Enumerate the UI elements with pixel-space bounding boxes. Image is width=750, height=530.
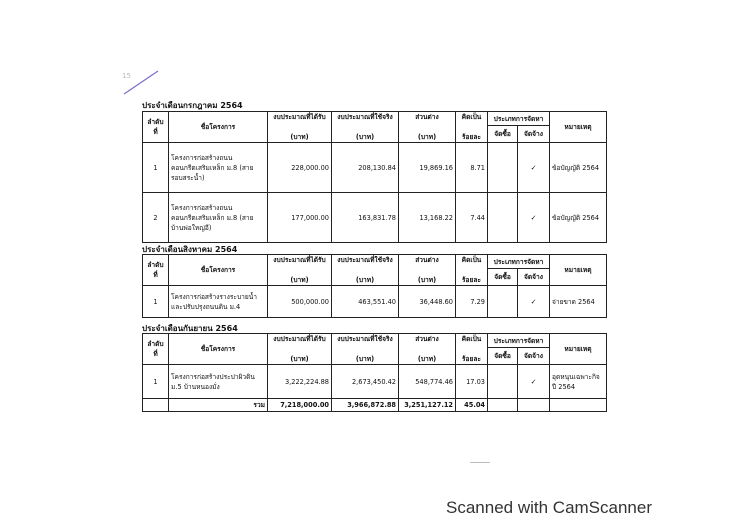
check-icon: ✓ <box>518 286 550 318</box>
header-percent: คิดเป็น ร้อยละ <box>456 112 488 143</box>
check-icon: ✓ <box>518 193 550 243</box>
header-method-buy: จัดซื้อ <box>488 269 518 286</box>
page-edge-line <box>470 462 490 463</box>
total-row: รวม 7,218,000.00 3,966,872.88 3,251,127.12 45.04 <box>143 399 607 412</box>
table-row: 1 โครงการก่อสร้างถนนคอนกรีตเสริมเหล็ก ม.8 (สายรอบสระน้ำ) 228,000.00 208,130.84 19,869.16 8.71 ✓ ข้อบัญญัติ 2564 <box>143 143 607 193</box>
header-project: ชื่อโครงการ <box>169 112 268 143</box>
header-diff: ส่วนต่าง (บาท) <box>399 334 456 365</box>
header-method-buy: จัดซื้อ <box>488 348 518 365</box>
header-method-buy: จัดซื้อ <box>488 126 518 143</box>
header-remark: หมายเหตุ <box>550 112 607 143</box>
table-july <box>142 111 607 243</box>
header-received: งบประมาณที่ได้รับ (บาท) <box>268 334 332 365</box>
section-title-september: ประจำเดือนกันยายน 2564 <box>142 324 238 333</box>
header-method-hire: จัดจ้าง <box>518 269 550 286</box>
header-method-hire: จัดจ้าง <box>518 126 550 143</box>
header-percent: คิดเป็น ร้อยละ <box>456 334 488 365</box>
table-row: 1 โครงการก่อสร้างรางระบายน้ำและปรับปรุงถนนดิน ม.4 500,000.00 463,551.40 36,448.60 7.29 ✓ จ่ายขาด 2564 <box>143 286 607 318</box>
header-no: ลำดับ ที่ <box>143 334 169 365</box>
header-no: ลำดับ ที่ <box>143 112 169 143</box>
pen-stroke-mark <box>122 68 162 96</box>
header-actual: งบประมาณที่ใช้จริง (บาท) <box>332 334 399 365</box>
header-no: ลำดับ ที่ <box>143 255 169 286</box>
header-method-hire: จัดจ้าง <box>518 348 550 365</box>
header-percent: คิดเป็น ร้อยละ <box>456 255 488 286</box>
header-project: ชื่อโครงการ <box>169 334 268 365</box>
header-method: ประเภทการจัดหา <box>488 112 550 126</box>
svg-text:15: 15 <box>122 72 131 80</box>
section-title-july: ประจำเดือนกรกฎาคม 2564 <box>142 101 243 110</box>
table-august <box>142 254 607 318</box>
header-diff: ส่วนต่าง (บาท) <box>399 112 456 143</box>
header-method: ประเภทการจัดหา <box>488 334 550 348</box>
header-remark: หมายเหตุ <box>550 334 607 365</box>
check-icon: ✓ <box>518 365 550 399</box>
table-row: 2 โครงการก่อสร้างถนนคอนกรีตเสริมเหล็ก ม.8 (สายบ้านพ่อใหญ่อี) 177,000.00 163,831.78 13,168.22 7.44 ✓ ข้อบัญญัติ 2564 <box>143 193 607 243</box>
header-actual: งบประมาณที่ใช้จริง (บาท) <box>332 255 399 286</box>
header-remark: หมายเหตุ <box>550 255 607 286</box>
header-received: งบประมาณที่ได้รับ (บาท) <box>268 112 332 143</box>
header-method: ประเภทการจัดหา <box>488 255 550 269</box>
header-project: ชื่อโครงการ <box>169 255 268 286</box>
table-row: 1 โครงการก่อสร้างประปาผิวดิน ม.5 บ้านหนองมั่ง 3,222,224.88 2,673,450.42 548,774.46 17.03 ✓ อุดหนุนเฉพาะกิจ ปี 2564 <box>143 365 607 399</box>
total-label: รวม <box>169 399 268 412</box>
check-icon: ✓ <box>518 143 550 193</box>
section-title-august: ประจำเดือนสิงหาคม 2564 <box>142 245 238 254</box>
scanner-watermark: Scanned with CamScanner <box>446 498 653 517</box>
header-actual: งบประมาณที่ใช้จริง (บาท) <box>332 112 399 143</box>
table-september <box>142 333 607 412</box>
header-diff: ส่วนต่าง (บาท) <box>399 255 456 286</box>
header-received: งบประมาณที่ได้รับ (บาท) <box>268 255 332 286</box>
